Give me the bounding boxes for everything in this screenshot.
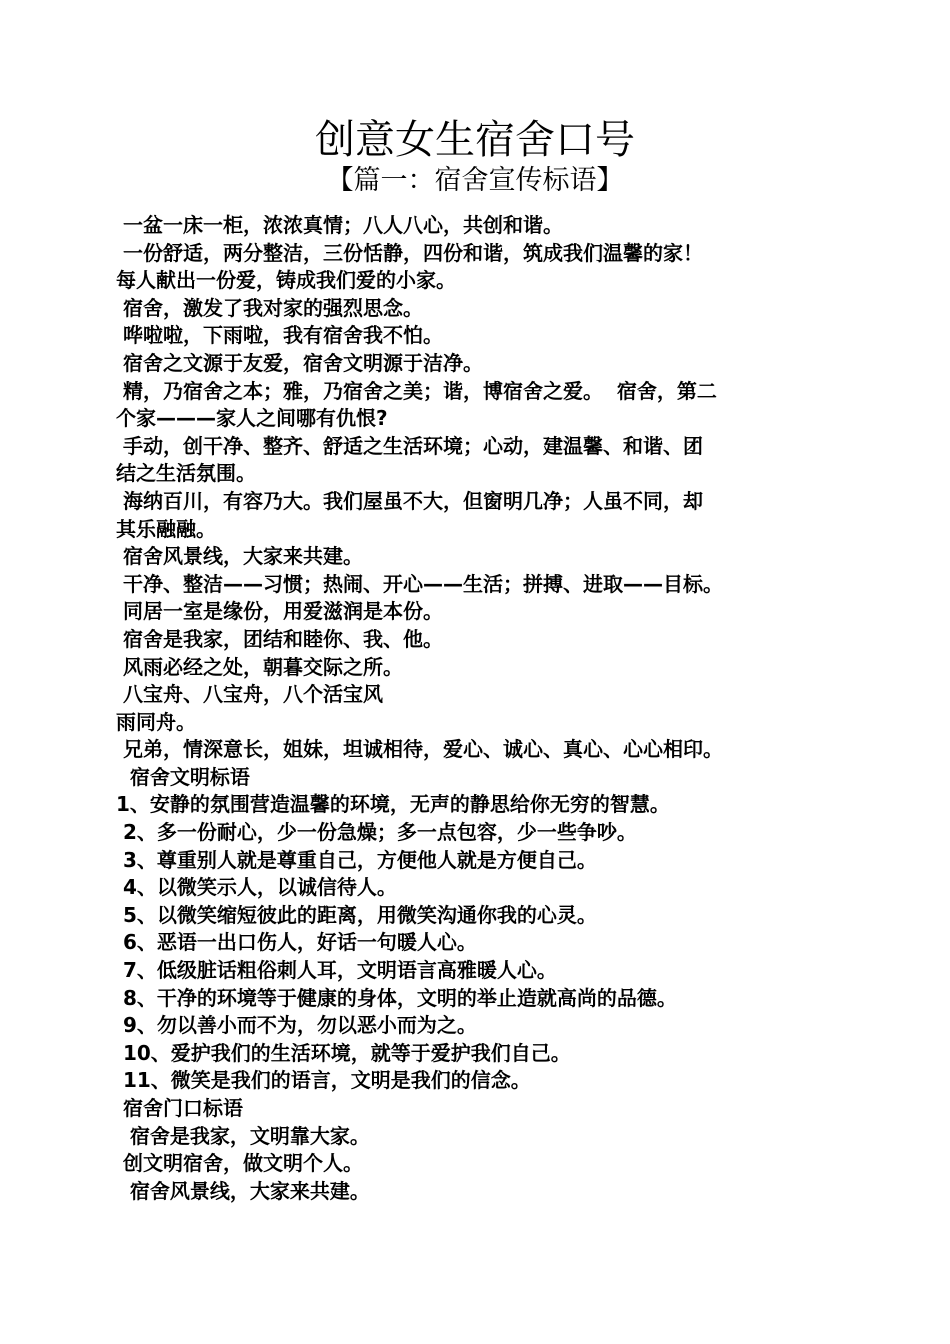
numbered-item: 5、以微笑缩短彼此的距离，用微笑沟通你我的心灵。: [116, 902, 597, 927]
text-line: 雨同舟。: [116, 709, 196, 734]
text-line: 创文明宿舍，做文明个人。: [116, 1151, 363, 1176]
document-title: 创意女生宿舍口号: [315, 117, 635, 163]
text-line: 同居一室是缘份，用爱滋润是本份。: [116, 599, 443, 624]
text-line: 宿舍是我家，团结和睦你、我、他。: [116, 626, 443, 651]
numbered-item: 8、干净的环境等于健康的身体，文明的举止造就高尚的品德。: [116, 985, 677, 1010]
numbered-item: 2、多一份耐心，少一份急燥；多一点包容，少一些争吵。: [116, 820, 637, 845]
text-line: 八宝舟、八宝舟，八个活宝风: [116, 682, 383, 707]
section-heading: 宿舍门口标语: [116, 1096, 243, 1120]
numbered-item: 9、勿以善小而不为，勿以恶小而为之。: [116, 1013, 477, 1038]
text-line: 兄弟，情深意长，姐妹，坦诚相待，爱心、诚心、真心、心心相印。: [116, 737, 723, 762]
slogan-list: [116, 212, 836, 1205]
numbered-item: 3、尊重别人就是尊重自己，方便他人就是方便自己。: [116, 847, 597, 872]
text-line: 干净、整洁——习惯；热闹、开心——生活；拼搏、进取——目标。: [116, 571, 723, 596]
text-line: 宿舍是我家，文明靠大家。: [116, 1123, 370, 1148]
section-heading: 宿舍文明标语: [116, 764, 250, 789]
numbered-item: 10、爱护我们的生活环境，就等于爱护我们自己。: [116, 1040, 571, 1065]
document-subtitle: 【篇一：宿舍宣传标语】: [326, 165, 624, 196]
text-line: 结之生活氛围。: [116, 461, 256, 486]
text-line: 一盆一床一柜，浓浓真情；八人八心，共创和谐。: [116, 213, 563, 237]
numbered-item: 4、以微笑示人，以诚信待人。: [116, 875, 397, 900]
text-line: 个家———家人之间哪有仇恨?: [116, 406, 388, 431]
text-line: 宿舍之文源于友爱，宿舍文明源于洁净。: [116, 350, 483, 375]
numbered-item: 1、安静的氛围营造温馨的环境，无声的静思给你无穷的智慧。: [116, 792, 670, 817]
text-line: 宿舍风景线，大家来共建。: [116, 544, 363, 569]
text-line: 宿舍，激发了我对家的强烈思念。: [116, 295, 423, 320]
text-line: 哗啦啦，下雨啦，我有宿舍我不怕。: [116, 323, 443, 348]
text-line: 风雨必经之处，朝暮交际之所。: [116, 654, 403, 679]
text-line: 其乐融融。: [116, 516, 216, 541]
numbered-item: 7、低级脏话粗俗刺人耳，文明语言高雅暖人心。: [116, 958, 557, 983]
text-line: 宿舍风景线，大家来共建。: [116, 1178, 370, 1203]
text-line: 每人献出一份爱，铸成我们爱的小家。: [116, 268, 456, 293]
text-line: 一份舒适，两分整洁，三份恬静，四份和谐，筑成我们温馨的家！: [116, 240, 703, 265]
numbered-item: 6、恶语一出口伤人，好话一句暖人心。: [116, 930, 477, 955]
text-line: 手动，创干净、整齐、舒适之生活环境；心动，建温馨、和谐、团: [116, 433, 703, 458]
text-line: 精，乃宿舍之本；雅，乃宿舍之美；谐，博宿舍之爱。 宿舍，第二: [116, 378, 717, 403]
numbered-item: 11、微笑是我们的语言，文明是我们的信念。: [116, 1068, 531, 1093]
text-line: 海纳百川，有容乃大。我们屋虽不大，但窗明几净；人虽不同，却: [116, 488, 703, 513]
